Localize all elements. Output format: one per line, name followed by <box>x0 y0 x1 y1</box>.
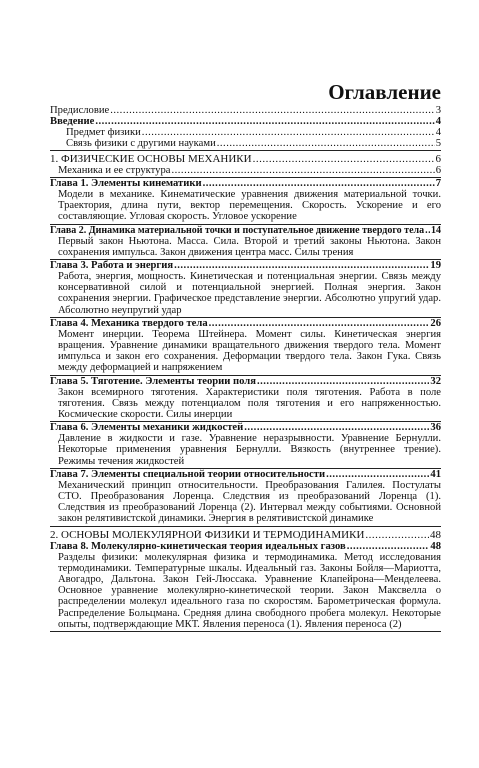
toc-entry-title: Глава 2. Динамика материальной точки и поступательное движение твердого тела <box>50 224 425 236</box>
toc-entry-preface[interactable] <box>50 105 441 116</box>
toc-page-number: 3 <box>435 105 441 116</box>
leader-dots <box>110 105 434 116</box>
leader-dots <box>203 178 435 189</box>
leader-dots <box>95 116 434 127</box>
toc-chapter-6[interactable] <box>50 422 441 433</box>
toc-page-number: 4 <box>435 127 441 138</box>
leader-dots <box>326 469 429 480</box>
toc-chapter-5[interactable] <box>50 376 441 387</box>
page-title: Оглавление <box>328 80 441 104</box>
leader-dots <box>209 318 430 329</box>
toc-entry-title: Глава 4. Механика твердого тела <box>50 317 208 329</box>
chapter-description: Работа, энергия, мощность. Кинетическая и потенциальная энергии. Связь между консервативной силой и потенциальной энергией. Полная энергия. Закон сохранения энергии. Графическое представление энергии. Абсолютно упругий удар. Абсолютно неупругий удар <box>58 271 441 316</box>
toc-entry-title: Глава 7. Элементы специальной теории относительности <box>50 468 326 480</box>
chapter-description: Механический принцип относительности. Преобразования Галилея. Постулаты СТО. Преобразования Лоренца. Следствия из преобразований Лоренца (1). Следствия из преобразований Лоренца (2). Интервал между событиями. Основной закон релятивистской динамики. Энергия в релятивистской динамике <box>58 479 441 525</box>
toc-page-number: 6 <box>435 165 441 176</box>
leader-dots <box>244 422 429 433</box>
toc-page-number: 48 <box>430 529 441 541</box>
toc-part-1[interactable] <box>50 154 441 165</box>
toc-chapter-8[interactable] <box>50 541 441 552</box>
chapter-description: Давление в жидкости и газе. Уравнение неразрывности. Уравнение Бернулли. Некоторые применения уравнения Бернулли. Вязкость (внутреннее трение). Режимы течения жидкостей <box>58 433 441 467</box>
leader-dots <box>347 541 430 552</box>
chapter-description: Первый закон Ньютона. Масса. Сила. Второй и третий законы Ньютона. Закон сохранения импульса. Закон движения центра масс. Силы трения <box>58 235 441 258</box>
toc-entry-title: 2. ОСНОВЫ МОЛЕКУЛЯРНОЙ ФИЗИКИ И ТЕРМОДИНАМИКИ <box>50 529 365 541</box>
leader-dots <box>257 376 429 387</box>
toc-entry-title: Глава 5. Тяготение. Элементы теории поля <box>50 375 256 387</box>
toc-page-number: 6 <box>435 154 441 165</box>
toc-page-number: 5 <box>435 138 441 149</box>
toc-chapter-2[interactable] <box>50 225 441 236</box>
toc-entry-title: Механика и ее структура <box>58 165 171 176</box>
toc-page-number: 41 <box>430 468 441 480</box>
toc-entry-title: Глава 6. Элементы механики жидкостей <box>50 422 244 434</box>
leader-dots <box>365 530 429 541</box>
toc-entry-mechanics-structure[interactable] <box>50 165 441 176</box>
toc-page-number: 7 <box>435 178 441 189</box>
chapter-description: Разделы физики: молекулярная физика и термодинамика. Метод исследования термодинамики. Температурные шкалы. Идеальный газ. Законы Бойля—Мариотта, Авогадро, Дальтона. Закон Гей-Люссака. Уравнение Клапейрона—Менделеева. Основное уравнение молекулярно-кинетической теории. Закон Максвелла о распределении молекул идеального газа по скоростям. Барометрическая формула. Распределение Больцмана. Средняя длина свободного пробега молекул. Некоторые опыты, подтверждающие МКТ. Явления переноса (1). Явления переноса (2) <box>58 551 441 630</box>
toc-entry-title: Глава 1. Элементы кинематики <box>50 178 202 189</box>
toc-entry-title: 1. ФИЗИЧЕСКИЕ ОСНОВЫ МЕХАНИКИ <box>50 154 252 165</box>
toc-chapter-1[interactable] <box>50 178 441 189</box>
table-of-contents <box>50 105 441 632</box>
leader-dots <box>425 225 430 236</box>
toc-page-number: 26 <box>430 317 441 329</box>
toc-entry-title: Введение <box>50 116 95 127</box>
toc-entry-title: Глава 3. Работа и энергия <box>50 260 174 272</box>
leader-dots <box>171 165 434 176</box>
toc-chapter-3[interactable] <box>50 260 441 271</box>
toc-page-number: 32 <box>430 375 441 387</box>
toc-page-number: 36 <box>430 422 441 434</box>
chapter-description: Момент инерции. Теорема Штейнера. Момент силы. Кинетическая энергия вращения. Уравнение динамики вращательного движения твердого тела. Момент импульса и закон его сохранения. Деформации твердого тела. Закон Гука. Связь между деформацией и напряжением <box>58 328 441 374</box>
toc-chapter-4[interactable] <box>50 318 441 329</box>
toc-entry-title: Связь физики с другими науками <box>66 138 216 149</box>
toc-part-2[interactable] <box>50 530 441 541</box>
leader-dots <box>174 260 429 271</box>
toc-entry-title: Предмет физики <box>66 127 141 138</box>
leader-dots <box>217 138 435 149</box>
toc-entry-title: Предисловие <box>50 105 110 116</box>
chapter-description: Закон всемирного тяготения. Характеристики поля тяготения. Работа в поле тяготения. Связь между потенциалом поля тяготения и его напряженностью. Космические скорости. Силы инерции <box>58 386 441 421</box>
leader-dots <box>142 127 435 138</box>
leader-dots <box>253 154 435 165</box>
chapter-description: Модели в механике. Кинематические уравнения движения материальной точки. Траектория, длина пути, вектор перемещения. Скорость. Ускорение и его составляющие. Угловая скорость. Угловое ускорение <box>58 189 441 223</box>
toc-entry-introduction[interactable] <box>50 116 441 127</box>
toc-entry-title: Глава 8. Молекулярно-кинетическая теория идеальных газов <box>50 540 346 552</box>
toc-page-number: 48 <box>430 540 441 552</box>
toc-page-number: 19 <box>430 260 441 272</box>
toc-entry-physics-and-sciences[interactable] <box>50 138 441 149</box>
toc-chapter-7[interactable] <box>50 469 441 480</box>
toc-page-number: 14 <box>431 224 441 236</box>
toc-page-number: 4 <box>435 116 441 127</box>
toc-entry-subject-of-physics[interactable] <box>50 127 441 138</box>
divider <box>50 631 441 632</box>
